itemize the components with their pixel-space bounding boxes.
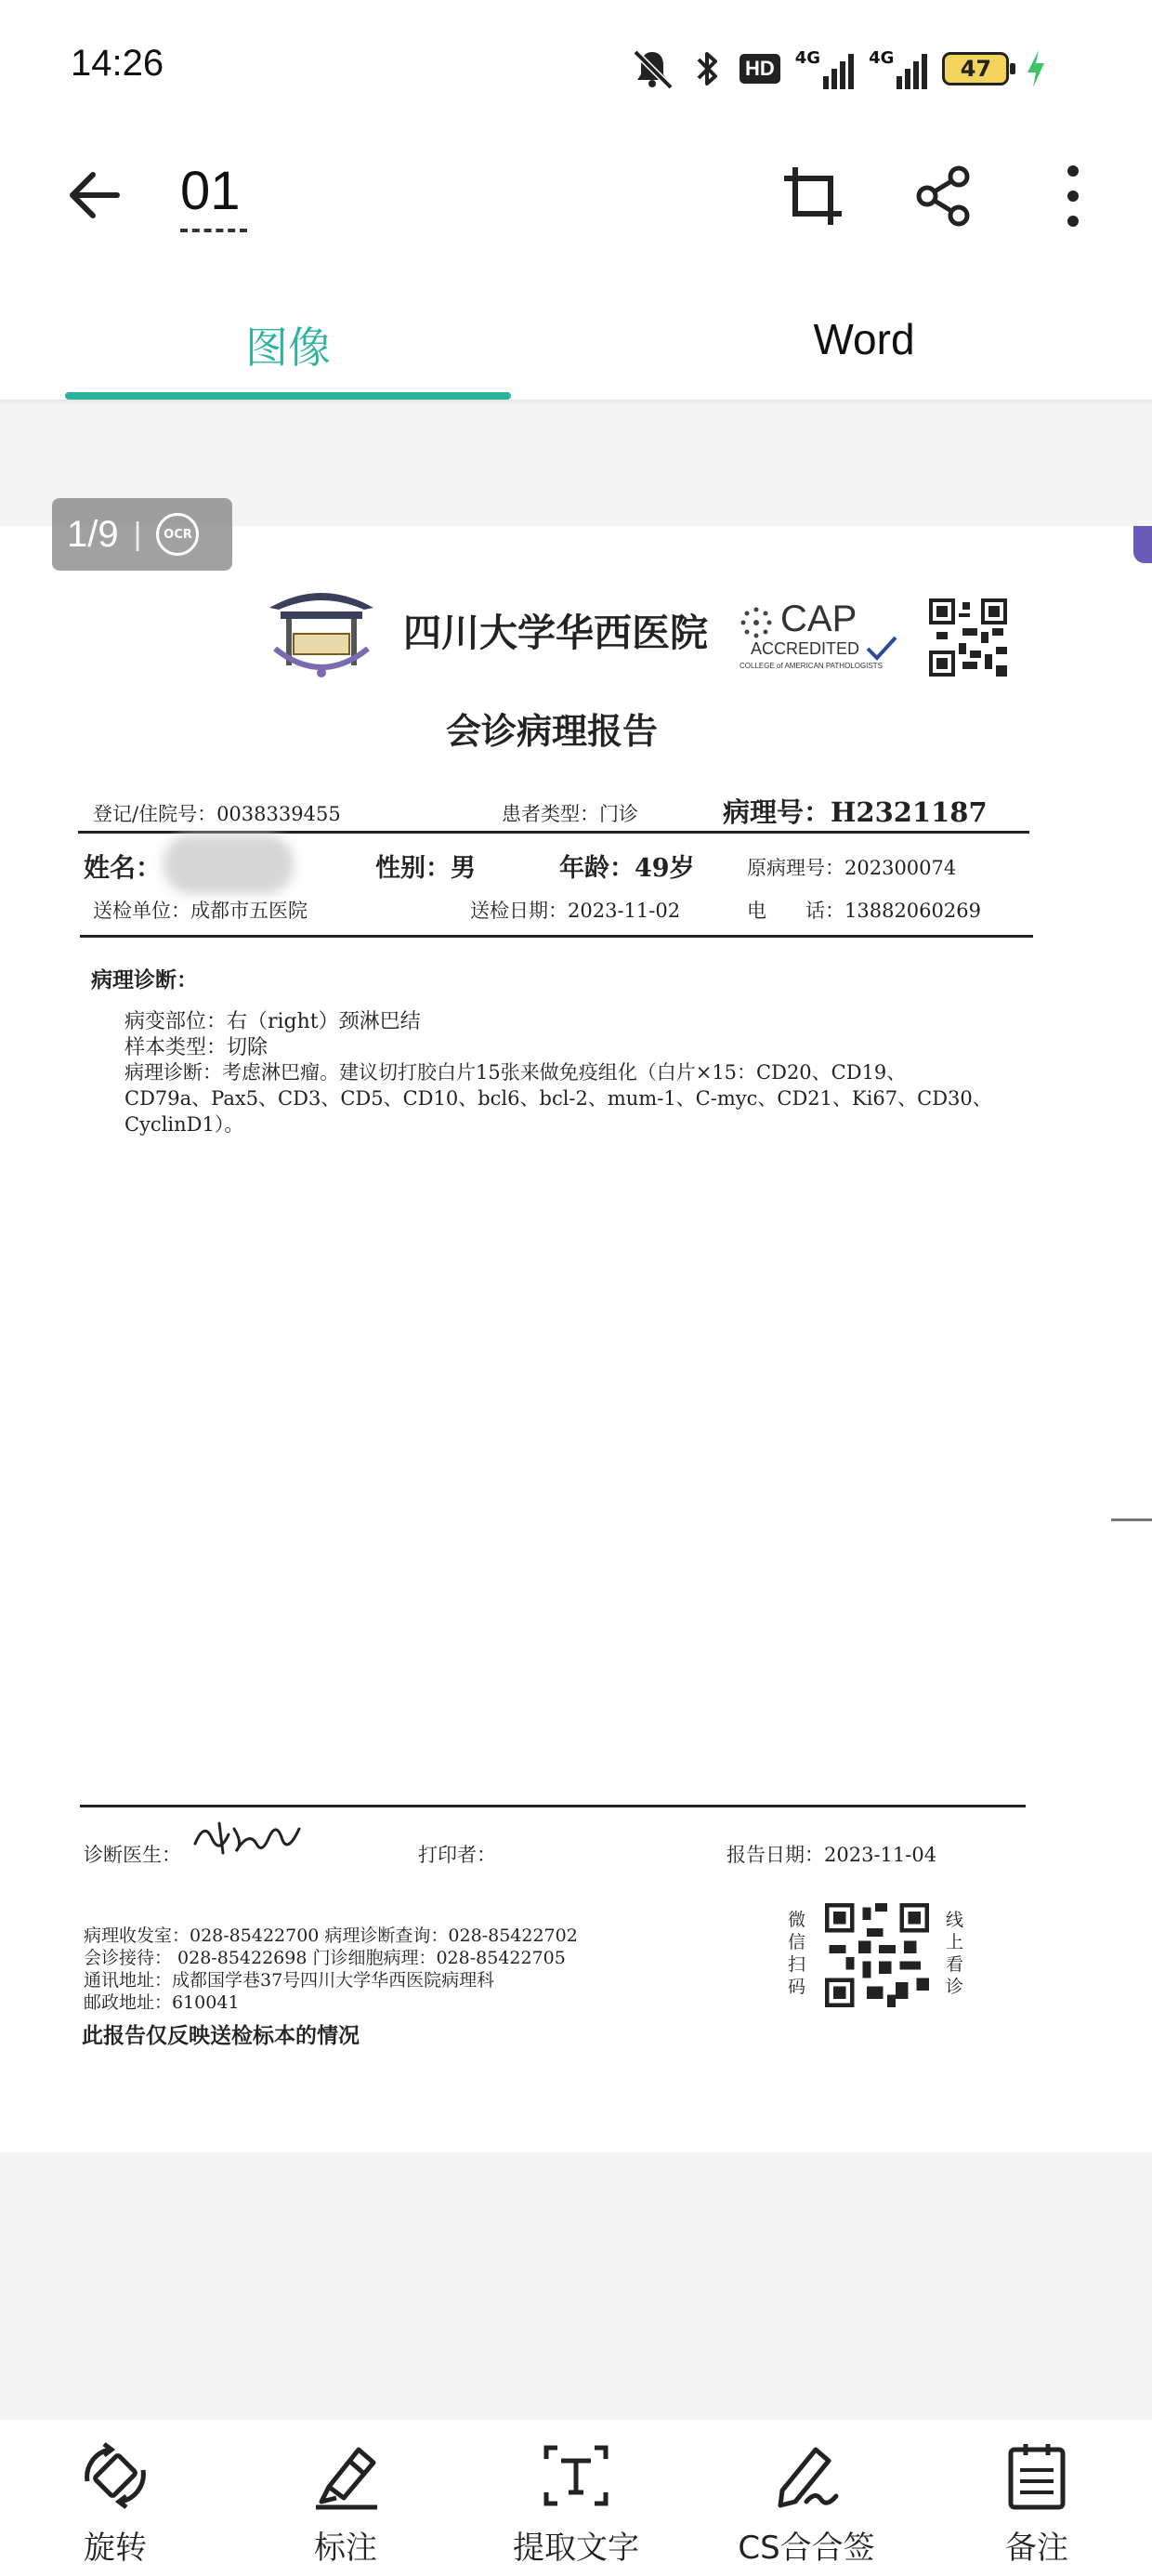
notes-icon xyxy=(1000,2440,1074,2511)
document-title[interactable]: 01 xyxy=(180,161,241,221)
contact-line: 通讯地址：成都国学巷37号四川大学华西医院病理科 xyxy=(84,1970,495,1991)
extract-text-button[interactable]: 提取文字 xyxy=(483,2440,669,2568)
wechat-scan-label: 微信扫码 xyxy=(788,1910,806,1997)
signal-4g-icon: 4G xyxy=(795,48,854,89)
sending-date: 送检日期：2023-11-02 xyxy=(470,900,681,922)
diagnosis-line: 病理诊断：考虑淋巴瘤。建议切打胶白片15张来做免疫组化（白片×15：CD20、CD19、 xyxy=(124,1061,907,1084)
gender: 性别：男 xyxy=(375,854,476,883)
share-icon[interactable] xyxy=(914,164,974,229)
contact-line: 病理收发室：028-85422700 病理诊断查询：028-85422702 xyxy=(84,1925,578,1946)
pathology-number: 病理号：H2321187 xyxy=(723,796,988,828)
status-icons xyxy=(628,41,1048,97)
name-label: 姓名： xyxy=(84,852,163,883)
cs-sign-button[interactable]: CS合合签 xyxy=(713,2440,899,2568)
qr-code-icon xyxy=(929,598,1007,677)
back-icon[interactable] xyxy=(65,165,124,225)
diagnosis-line: 病变部位：右（right）颈淋巴结 xyxy=(124,1010,421,1033)
doctor-signature-icon xyxy=(191,1816,303,1862)
scanned-document[interactable] xyxy=(0,526,1152,2152)
page-indicator[interactable]: 1/9 | OCR xyxy=(52,498,232,571)
diagnosis-line: CyclinD1）。 xyxy=(124,1113,244,1136)
scan-mark xyxy=(1133,526,1152,563)
title-edit-underline xyxy=(180,229,247,232)
hospital-logo-icon xyxy=(260,574,383,688)
ocr-icon[interactable]: OCR xyxy=(156,513,199,556)
marker-icon xyxy=(308,2440,383,2511)
online-consult-label: 线上看诊 xyxy=(946,1910,964,1997)
tab-word[interactable]: Word xyxy=(813,315,915,363)
signal-4g-icon-2: 4G xyxy=(869,48,927,89)
diagnosis-heading: 病理诊断： xyxy=(91,968,198,992)
annotate-button[interactable]: 标注 xyxy=(253,2440,439,2568)
tab-active-indicator xyxy=(65,392,511,400)
mute-icon xyxy=(628,45,676,93)
registration-number: 登记/住院号：0038339455 xyxy=(93,803,341,825)
tab-image[interactable]: 图像 xyxy=(245,322,331,373)
scan-mark xyxy=(1111,1518,1152,1521)
contact-line: 会诊接待： 028-85422698 门诊细胞病理：028-85422705 xyxy=(84,1948,566,1968)
name-redacted xyxy=(164,835,294,894)
divider-line xyxy=(80,1805,1026,1807)
cap-dots-icon xyxy=(740,606,773,639)
divider-line xyxy=(78,831,1029,834)
hospital-name: 四川大学华西医院 xyxy=(403,611,708,655)
crop-icon[interactable] xyxy=(780,164,845,229)
hd-icon: HD xyxy=(740,54,780,84)
contact-line: 邮政地址：610041 xyxy=(84,1992,240,2013)
check-icon xyxy=(866,636,897,662)
more-icon[interactable] xyxy=(1059,164,1087,229)
phone-number: 电 话：13882060269 xyxy=(747,900,981,922)
notes-button[interactable]: 备注 xyxy=(944,2440,1130,2568)
diagnosis-line: 样本类型：切除 xyxy=(124,1036,268,1059)
cap-accredited-logo: CAP ACCREDITED COLLEGE of AMERICAN PATHOLOGISTS xyxy=(740,598,907,673)
patient-type: 患者类型：门诊 xyxy=(502,803,638,825)
rotate-button[interactable]: 旋转 xyxy=(22,2440,208,2568)
signature-icon xyxy=(769,2440,844,2511)
diagnosis-line: CD79a、Pax5、CD3、CD5、CD10、bcl6、bcl-2、mum-1、C-myc、CD21、Ki67、CD30、 xyxy=(124,1087,992,1110)
age: 年龄：49岁 xyxy=(559,854,695,883)
wechat-qr-icon xyxy=(825,1903,929,2007)
extract-text-icon xyxy=(539,2440,613,2511)
status-time: 14:26 xyxy=(71,43,164,84)
battery-icon: 47 xyxy=(942,52,1009,85)
report-title: 会诊病理报告 xyxy=(446,711,659,752)
doctor-label: 诊断医生： xyxy=(84,1844,181,1866)
report-date: 报告日期：2023-11-04 xyxy=(727,1844,937,1866)
original-pathology-number: 原病理号：202300074 xyxy=(747,857,957,879)
bluetooth-icon xyxy=(691,46,725,91)
divider-line xyxy=(80,935,1033,938)
charging-icon xyxy=(1024,48,1048,89)
printer-label: 打印者： xyxy=(418,1844,496,1866)
sending-unit: 送检单位：成都市五医院 xyxy=(93,900,308,922)
rotate-icon xyxy=(78,2440,152,2511)
disclaimer: 此报告仅反映送检标本的情况 xyxy=(82,2024,360,2048)
